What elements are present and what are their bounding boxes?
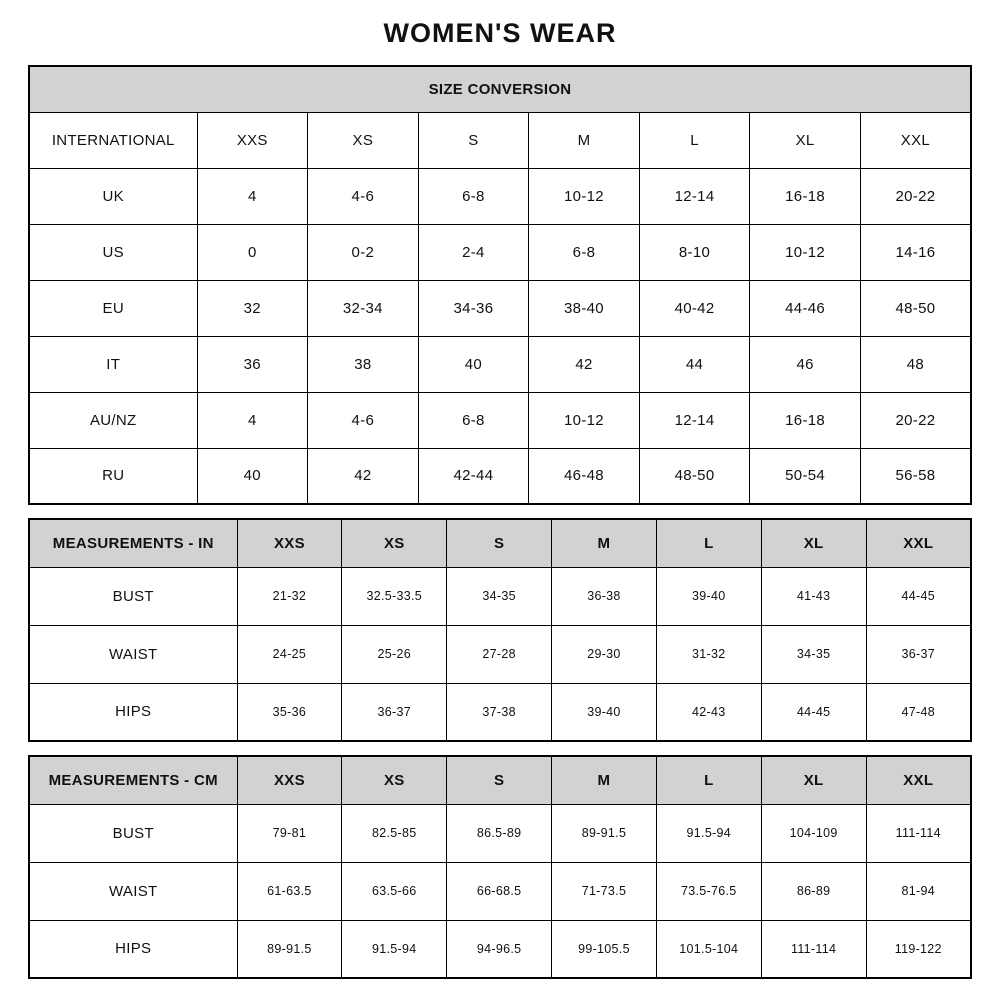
size-header-xxl: XXL <box>866 756 971 804</box>
measure-cell: 66-68.5 <box>447 862 552 920</box>
measure-cell: 36-37 <box>342 683 447 741</box>
measure-cell: 71-73.5 <box>552 862 657 920</box>
column-header-m: M <box>529 112 640 168</box>
measure-cell: 42-43 <box>656 683 761 741</box>
measure-cell: 34-35 <box>761 625 866 683</box>
measure-cell: 81-94 <box>866 862 971 920</box>
row-label-aunz: AU/NZ <box>29 392 197 448</box>
measure-cell: 39-40 <box>656 567 761 625</box>
size-header-m: M <box>552 519 657 567</box>
measure-cell: 82.5-85 <box>342 804 447 862</box>
size-cell: 38-40 <box>529 280 640 336</box>
size-cell: 14-16 <box>860 224 971 280</box>
size-header-xs: XS <box>342 756 447 804</box>
size-cell: 48 <box>860 336 971 392</box>
size-cell: 42 <box>529 336 640 392</box>
measure-cell: 32.5-33.5 <box>342 567 447 625</box>
row-label-waist: WAIST <box>29 862 237 920</box>
row-label-us: US <box>29 224 197 280</box>
size-cell: 44 <box>639 336 750 392</box>
measure-cell: 99-105.5 <box>552 920 657 978</box>
row-label-eu: EU <box>29 280 197 336</box>
size-header-l: L <box>656 756 761 804</box>
size-cell: 6-8 <box>418 392 529 448</box>
size-cell: 40-42 <box>639 280 750 336</box>
column-header-xs: XS <box>308 112 419 168</box>
size-cell: 6-8 <box>418 168 529 224</box>
table-row <box>29 920 971 978</box>
size-cell: 12-14 <box>639 168 750 224</box>
table-row <box>29 683 971 741</box>
column-header-s: S <box>418 112 529 168</box>
size-cell: 4-6 <box>308 392 419 448</box>
table-row <box>29 625 971 683</box>
measure-cell: 31-32 <box>656 625 761 683</box>
measure-cell: 61-63.5 <box>237 862 342 920</box>
measure-cell: 86-89 <box>761 862 866 920</box>
measure-cell: 29-30 <box>552 625 657 683</box>
size-cell: 48-50 <box>639 448 750 504</box>
size-header-xxl: XXL <box>866 519 971 567</box>
size-cell: 10-12 <box>529 392 640 448</box>
size-header-xl: XL <box>761 519 866 567</box>
table-row <box>29 756 971 804</box>
size-cell: 36 <box>197 336 308 392</box>
row-label-bust: BUST <box>29 567 237 625</box>
table-row <box>29 224 971 280</box>
measure-cell: 44-45 <box>761 683 866 741</box>
size-cell: 4-6 <box>308 168 419 224</box>
size-cell: 32-34 <box>308 280 419 336</box>
size-cell: 2-4 <box>418 224 529 280</box>
size-cell: 40 <box>197 448 308 504</box>
size-cell: 4 <box>197 168 308 224</box>
measure-cell: 79-81 <box>237 804 342 862</box>
measure-cell: 94-96.5 <box>447 920 552 978</box>
measure-cell: 41-43 <box>761 567 866 625</box>
measure-cell: 25-26 <box>342 625 447 683</box>
row-label-waist: WAIST <box>29 625 237 683</box>
size-conversion-table <box>28 65 972 505</box>
page-title: WOMEN'S WEAR <box>383 18 617 48</box>
measure-cell: 111-114 <box>866 804 971 862</box>
measure-cell: 111-114 <box>761 920 866 978</box>
row-label-ru: RU <box>29 448 197 504</box>
size-conversion-header: SIZE CONVERSION <box>29 66 971 112</box>
measure-cell: 63.5-66 <box>342 862 447 920</box>
column-header-l: L <box>639 112 750 168</box>
size-cell: 20-22 <box>860 168 971 224</box>
measure-cell: 27-28 <box>447 625 552 683</box>
table-row <box>29 567 971 625</box>
size-header-s: S <box>447 519 552 567</box>
measure-cell: 91.5-94 <box>656 804 761 862</box>
size-cell: 48-50 <box>860 280 971 336</box>
size-cell: 56-58 <box>860 448 971 504</box>
measure-cell: 47-48 <box>866 683 971 741</box>
measure-cell: 89-91.5 <box>552 804 657 862</box>
column-header-xl: XL <box>750 112 861 168</box>
measurements-in-header: MEASUREMENTS - IN <box>29 519 237 567</box>
measure-cell: 91.5-94 <box>342 920 447 978</box>
row-label-hips: HIPS <box>29 920 237 978</box>
size-cell: 46-48 <box>529 448 640 504</box>
size-cell: 38 <box>308 336 419 392</box>
measure-cell: 101.5-104 <box>656 920 761 978</box>
measurements-cm-header: MEASUREMENTS - CM <box>29 756 237 804</box>
size-header-xxs: XXS <box>237 519 342 567</box>
row-label-bust: BUST <box>29 804 237 862</box>
table-row <box>29 66 971 112</box>
measure-cell: 73.5-76.5 <box>656 862 761 920</box>
measure-cell: 37-38 <box>447 683 552 741</box>
table-row <box>29 392 971 448</box>
table-row <box>29 336 971 392</box>
row-label-it: IT <box>29 336 197 392</box>
size-header-xxs: XXS <box>237 756 342 804</box>
measure-cell: 44-45 <box>866 567 971 625</box>
size-cell: 34-36 <box>418 280 529 336</box>
table-row <box>29 519 971 567</box>
measure-cell: 24-25 <box>237 625 342 683</box>
table-row <box>29 112 971 168</box>
size-cell: 20-22 <box>860 392 971 448</box>
size-cell: 50-54 <box>750 448 861 504</box>
measure-cell: 34-35 <box>447 567 552 625</box>
measure-cell: 119-122 <box>866 920 971 978</box>
table-row <box>29 448 971 504</box>
size-cell: 10-12 <box>750 224 861 280</box>
measurements-cm-table <box>28 755 972 979</box>
measure-cell: 89-91.5 <box>237 920 342 978</box>
size-cell: 6-8 <box>529 224 640 280</box>
measure-cell: 39-40 <box>552 683 657 741</box>
size-cell: 4 <box>197 392 308 448</box>
size-cell: 12-14 <box>639 392 750 448</box>
size-cell: 46 <box>750 336 861 392</box>
size-header-s: S <box>447 756 552 804</box>
row-label-hips: HIPS <box>29 683 237 741</box>
size-cell: 16-18 <box>750 392 861 448</box>
size-header-xl: XL <box>761 756 866 804</box>
size-header-xs: XS <box>342 519 447 567</box>
size-cell: 42-44 <box>418 448 529 504</box>
measure-cell: 21-32 <box>237 567 342 625</box>
measure-cell: 36-38 <box>552 567 657 625</box>
row-label-uk: UK <box>29 168 197 224</box>
column-header-xxs: XXS <box>197 112 308 168</box>
table-row <box>29 168 971 224</box>
table-row <box>29 862 971 920</box>
size-header-m: M <box>552 756 657 804</box>
size-cell: 44-46 <box>750 280 861 336</box>
column-header-xxl: XXL <box>860 112 971 168</box>
measurements-in-table <box>28 518 972 742</box>
table-row <box>29 804 971 862</box>
size-cell: 10-12 <box>529 168 640 224</box>
size-cell: 0 <box>197 224 308 280</box>
table-row <box>29 280 971 336</box>
size-cell: 42 <box>308 448 419 504</box>
column-header-international: INTERNATIONAL <box>29 112 197 168</box>
measure-cell: 104-109 <box>761 804 866 862</box>
measure-cell: 36-37 <box>866 625 971 683</box>
size-header-l: L <box>656 519 761 567</box>
size-cell: 16-18 <box>750 168 861 224</box>
size-cell: 8-10 <box>639 224 750 280</box>
measure-cell: 35-36 <box>237 683 342 741</box>
size-cell: 40 <box>418 336 529 392</box>
size-cell: 32 <box>197 280 308 336</box>
measure-cell: 86.5-89 <box>447 804 552 862</box>
size-cell: 0-2 <box>308 224 419 280</box>
